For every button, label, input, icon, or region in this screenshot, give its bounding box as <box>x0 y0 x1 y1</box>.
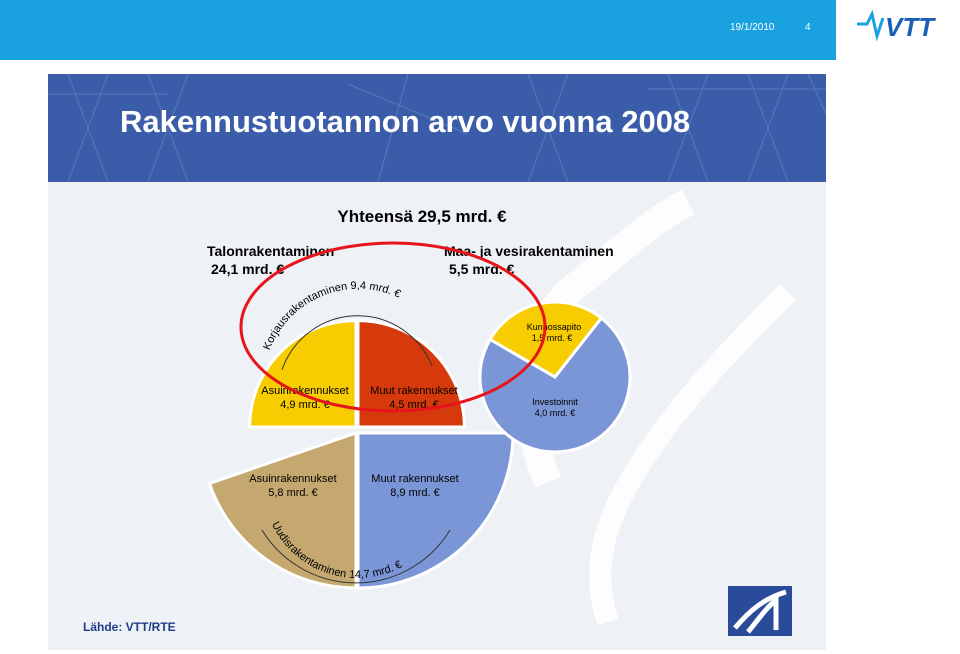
slice-label-uudis-asuin: Asuinrakennukset <box>249 473 337 485</box>
source-label: Lähde: VTT/RTE <box>83 620 176 634</box>
chart-title: Yhteensä 29,5 mrd. € <box>337 207 507 226</box>
slice-label-kunnossapito: Kunnossapito <box>526 322 582 332</box>
slice-label-uudis-muut: Muut rakennukset <box>371 473 459 485</box>
slide-title: Rakennustuotannon arvo vuonna 2008 <box>120 104 691 139</box>
subgroup-label-uudisrakentaminen: Uudisrakentaminen 14,7 mrd. € <box>269 519 404 582</box>
slice-label-korjaus-asuin: Asuinrakennukset <box>261 385 349 397</box>
group-total-talonrakentaminen: 24,1 mrd. € <box>211 261 285 277</box>
slice-uudis-muut-rakennukset <box>358 433 513 588</box>
slice-value-kunnossapito: 1,5 mrd. € <box>531 333 573 343</box>
slide-date: 19/1/2010 <box>730 22 775 33</box>
group-label-maa-ja-vesirakentaminen: Maa- ja vesirakentaminen <box>444 243 614 259</box>
slice-uudis-asuinrakennukset <box>209 433 356 588</box>
subgroup-label-korjausrakentaminen: Korjausrakentaminen 9,4 mrd. € <box>261 279 403 352</box>
slice-value-investoinnit: 4,0 mrd. € <box>534 408 576 418</box>
slice-value-uudis-asuin: 5,8 mrd. € <box>268 487 318 499</box>
rte-logo <box>728 586 792 636</box>
group-total-maa-ja-vesirakentaminen: 5,5 mrd. € <box>449 261 515 277</box>
slice-value-korjaus-muut: 4,5 mrd. € <box>389 399 439 411</box>
slice-label-korjaus-muut: Muut rakennukset <box>370 385 458 397</box>
slice-value-korjaus-asuin: 4,9 mrd. € <box>280 399 330 411</box>
page-number: 4 <box>805 22 811 33</box>
logo-text: VTT <box>885 12 935 42</box>
slice-value-uudis-muut: 8,9 mrd. € <box>390 487 440 499</box>
group-label-talonrakentaminen: Talonrakentaminen <box>207 243 335 259</box>
slice-label-investoinnit: Investoinnit <box>532 397 578 407</box>
